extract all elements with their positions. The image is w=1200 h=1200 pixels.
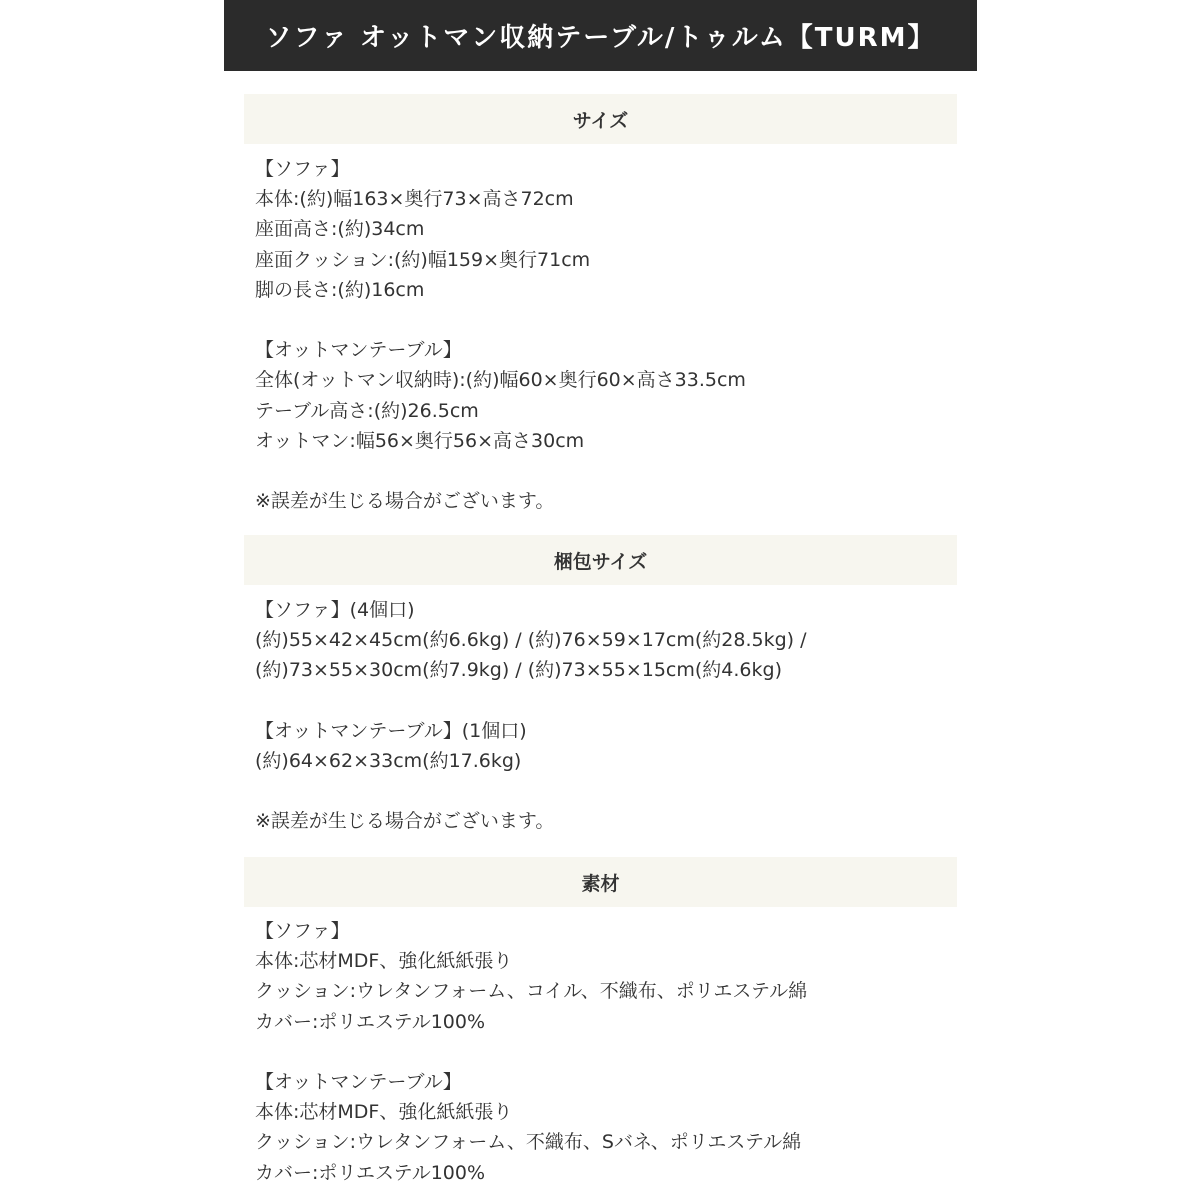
- note-line: ※誤差が生じる場合がございます。: [255, 810, 555, 833]
- page-title-banner: [224, 0, 977, 71]
- section-body-material: [255, 916, 955, 1188]
- section-heading-package-size: [244, 535, 957, 585]
- section-heading-material: [244, 857, 957, 907]
- section-heading-label: サイズ: [572, 109, 629, 132]
- text-line: 座面クッション:(約)幅159×奥行71cm: [255, 248, 591, 271]
- text-line: クッション:ウレタンフォーム、コイル、不織布、ポリエステル綿: [255, 980, 808, 1003]
- text-line: 本体:芯材MDF、強化紙紙張り: [255, 950, 513, 973]
- text-line: テーブル高さ:(約)26.5cm: [255, 399, 479, 422]
- text-line: 【オットマンテーブル】(1個口): [255, 719, 527, 742]
- text-line: (約)73×55×30cm(約7.9kg) / (約)73×55×15cm(約4.6kg): [255, 659, 782, 682]
- section-heading-size: [244, 94, 957, 144]
- section-heading-label: 梱包サイズ: [553, 550, 648, 573]
- text-line: 本体:芯材MDF、強化紙紙張り: [255, 1101, 513, 1124]
- section-body-package-size: [255, 595, 955, 837]
- text-line: 座面高さ:(約)34cm: [255, 218, 425, 241]
- text-line: 【ソファ】: [255, 920, 350, 942]
- section-heading-label: 素材: [581, 872, 620, 895]
- note-line: ※誤差が生じる場合がございます。: [255, 490, 555, 513]
- text-line: (約)64×62×33cm(約17.6kg): [255, 749, 522, 772]
- text-line: 【オットマンテーブル】: [255, 339, 462, 362]
- text-line: 【ソファ】: [255, 158, 350, 180]
- text-line: 本体:(約)幅163×奥行73×高さ72cm: [255, 188, 574, 211]
- section-body-size: [255, 154, 955, 516]
- text-line: (約)55×42×45cm(約6.6kg) / (約)76×59×17cm(約28.5kg) /: [255, 629, 807, 652]
- page-title: ソファ オットマン収納テーブル/トゥルム【TURM】: [265, 23, 936, 53]
- text-line: 【オットマンテーブル】: [255, 1070, 462, 1093]
- text-line: オットマン:幅56×奥行56×高さ30cm: [255, 429, 585, 452]
- text-line: 脚の長さ:(約)16cm: [255, 278, 425, 301]
- text-line: カバー:ポリエステル100%: [255, 1161, 486, 1184]
- text-line: クッション:ウレタンフォーム、不織布、Sバネ、ポリエステル綿: [255, 1131, 802, 1154]
- text-line: 【ソファ】(4個口): [255, 599, 415, 621]
- text-line: カバー:ポリエステル100%: [255, 1010, 486, 1033]
- text-line: 全体(オットマン収納時):(約)幅60×奥行60×高さ33.5cm: [255, 369, 746, 392]
